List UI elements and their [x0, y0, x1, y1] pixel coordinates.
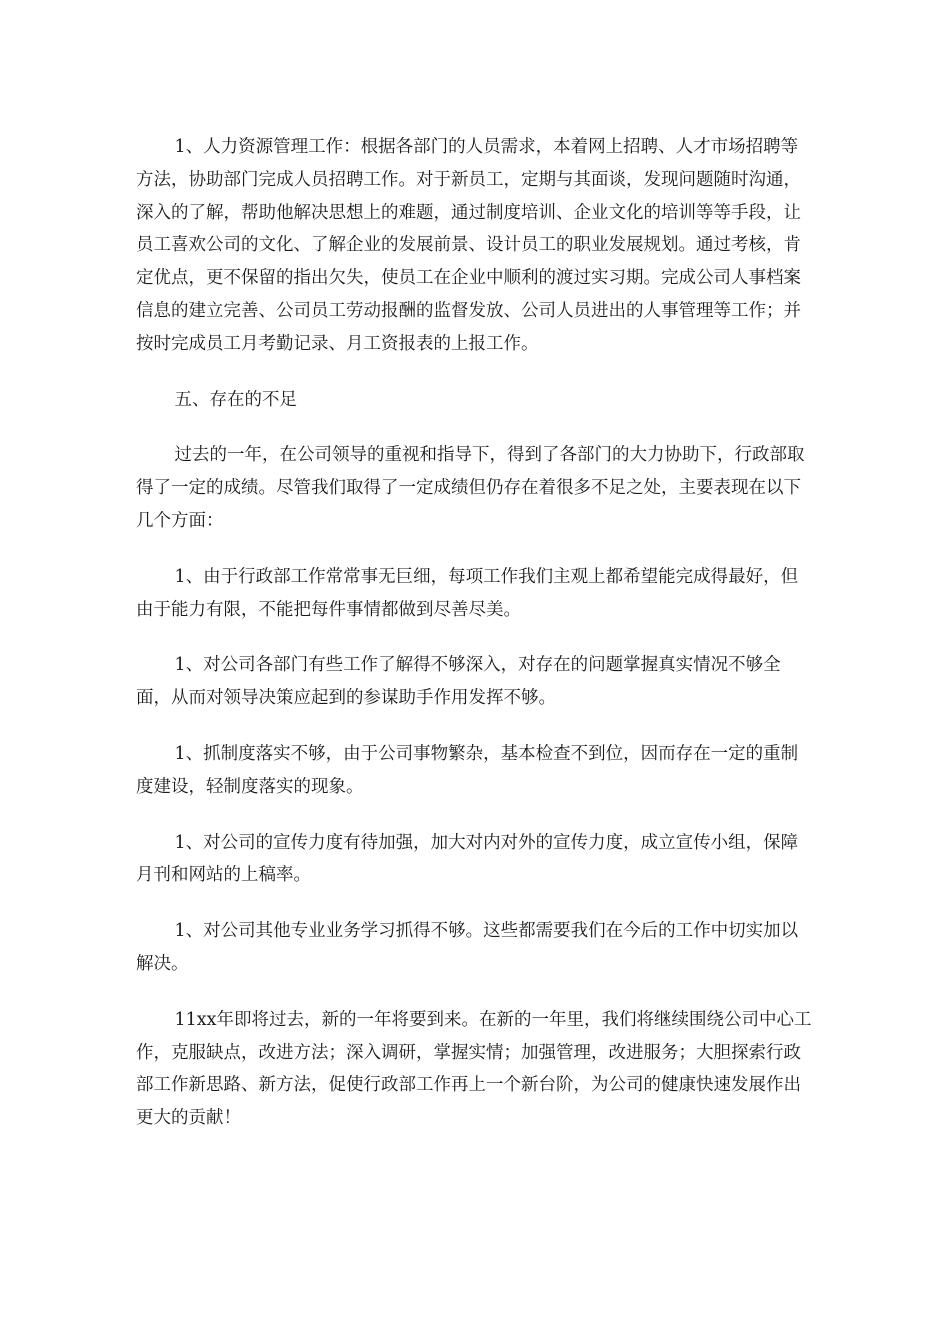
paragraph-shortcoming-4: 1、对公司的宣传力度有待加强，加大对内对外的宣传力度，成立宣传小组，保障月刊和网站的上稿率。 — [136, 832, 799, 886]
document-body — [136, 131, 814, 1158]
section-heading-shortcomings: 五、存在的不足 — [174, 389, 297, 410]
paragraph-past-year: 过去的一年，在公司领导的重视和指导下，得到了各部门的大力协助下，行政部取得了一定的成绩。尽管我们取得了一定成绩但仍存在着很多不足之处，主要表现在以下几个方面： — [136, 445, 805, 531]
paragraph-shortcoming-5: 1、对公司其他专业业务学习抓得不够。这些都需要我们在今后的工作中切实加以解决。 — [136, 921, 799, 974]
paragraph-shortcoming-1: 1、由于行政部工作常常事无巨细，每项工作我们主观上都希望能完成得最好，但由于能力有限，不能把每件事情都做到尽善尽美。 — [136, 566, 799, 620]
paragraph-shortcoming-3: 1、抓制度落实不够，由于公司事物繁杂，基本检查不到位，因而存在一定的重制度建设，轻制度落实的现象。 — [136, 743, 799, 797]
paragraph-conclusion: 11xx年即将过去，新的一年将要到来。在新的一年里，我们将继续围绕公司中心工作，克服缺点，改进方法；深入调研，掌握实情；加强管理，改进服务；大胆探索行政部工作新思路、新方法，促使行政部工作再上一个新台阶，为公司的健康快速发展作出更大的贡献！ — [136, 1009, 812, 1129]
paragraph-hr-management: 1、人力资源管理工作：根据各部门的人员需求，本着网上招聘、人才市场招聘等方法，协助部门完成人员招聘工作。对于新员工，定期与其面谈，发现问题随时沟通，深入的了解，帮助他解决思想上的难题，通过制度培训、企业文化的培训等等手段，让员工喜欢公司的文化、了解企业的发展前景、设计员工的职业发展规划。通过考核，肯定优点，更不保留的指出欠失，使员工在企业中顺利的渡过实习期。完成公司人事档案信息的建立完善、公司员工劳动报酬的监督发放、公司人员进出的人事管理等工作；并按时完成员工月考勤记录、月工资报表的上报工作。 — [136, 137, 801, 354]
paragraph-shortcoming-2: 1、对公司各部门有些工作了解得不够深入，对存在的问题掌握真实情况不够全面，从而对领导决策应起到的参谋助手作用发挥不够。 — [136, 655, 781, 709]
